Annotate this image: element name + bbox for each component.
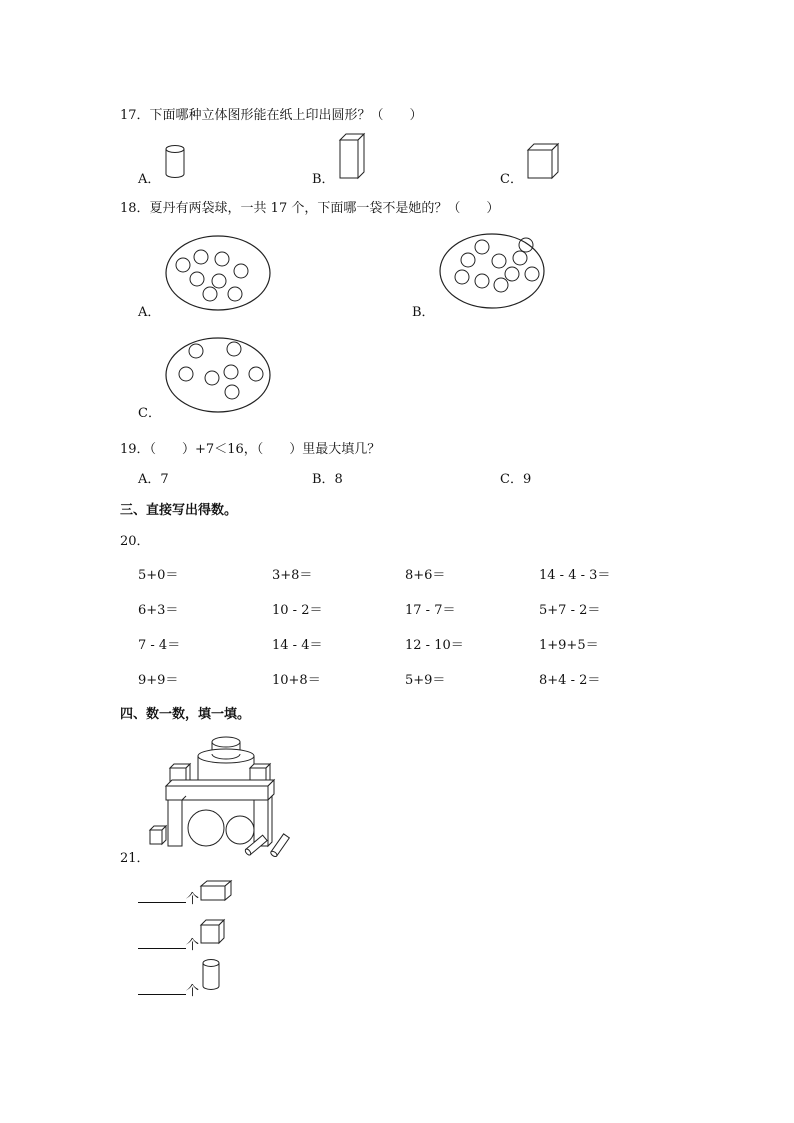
calc-item: 5+0＝ [138,568,179,583]
fill-row-cube [138,934,199,953]
q17-option-a-label: A． [138,172,161,187]
calc-item: 1+9+5＝ [539,638,599,653]
calc-item: 10+8＝ [272,673,321,688]
cube-icon [199,918,229,946]
q17-option-b-label: B． [312,172,335,187]
fill-row-cylinder [138,980,199,999]
fill-row-cuboid [138,888,199,907]
q18-option-a-label: A． [138,305,161,320]
unit-label: 个 [186,892,200,907]
calc-item: 10 - 2＝ [272,603,323,618]
calc-item: 14 - 4＝ [272,638,323,653]
calc-item: 8+6＝ [405,568,446,583]
section3-heading: 三、直接写出得数。 [120,503,238,518]
calc-item: 14 - 4 - 3＝ [539,568,611,583]
answer-blank[interactable] [138,936,186,949]
calc-item: 5+9＝ [405,673,446,688]
q19-option-c: C．9 [500,472,532,487]
q19-option-b: B．8 [312,472,343,487]
block-structure-figure [148,734,298,860]
q17-stem: 17．下面哪种立体图形能在纸上印出圆形？（ ） [120,108,423,123]
q17-option-c-label: C． [500,172,523,187]
calc-item: 6+3＝ [138,603,179,618]
q18-option-c-label: C． [138,406,161,421]
q18-option-b-label: B． [412,305,435,320]
ball-bag-c [164,336,274,414]
q19-option-a: A．7 [138,472,169,487]
answer-blank[interactable] [138,982,186,995]
cylinder-icon [201,958,223,992]
cuboid-icon [338,132,366,180]
calc-item: 17 - 7＝ [405,603,456,618]
cuboid-icon [199,878,235,904]
section4-heading: 四、数一数，填一填。 [120,707,251,722]
calc-item: 12 - 10＝ [405,638,464,653]
q21-number: 21． [120,851,150,866]
cube-icon [526,142,562,180]
calc-item: 7 - 4＝ [138,638,181,653]
unit-label: 个 [186,938,200,953]
q20-number: 20． [120,534,150,549]
cylinder-icon [164,144,188,180]
ball-bag-b [438,232,548,310]
calc-item: 8+4 - 2＝ [539,673,601,688]
q18-stem: 18．夏丹有两袋球，一共 17 个，下面哪一袋不是她的？（ ） [120,201,500,216]
calc-item: 5+7 - 2＝ [539,603,601,618]
unit-label: 个 [186,984,200,999]
ball-bag-a [164,234,274,312]
q19-stem: 19．（ ）+7＜16，（ ）里最大填几？ [120,442,381,457]
calc-item: 9+9＝ [138,673,179,688]
calc-item: 3+8＝ [272,568,313,583]
answer-blank[interactable] [138,890,186,903]
